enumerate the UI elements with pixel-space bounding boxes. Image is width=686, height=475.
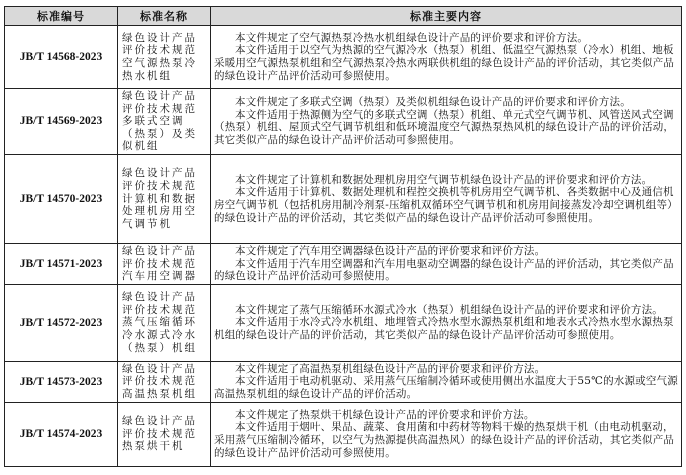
content-paragraph: 本文件规定了汽车用空调器绿色设计产品的评价要求和评价方法。 xyxy=(235,244,546,257)
content-paragraph: 本文件适用于以空气为热源的空气源冷水（热泵）机组、低温空气源热泵（冷水）机组、地板采暖用空气源热泵机组和空气源热泵冷热水两联供机组的绿色设计产品的评价活动，其它类似产品的绿色设计产品评价活动可参照使用。 xyxy=(214,44,675,82)
table-header-row xyxy=(5,7,682,26)
content-paragraph: 本文件适用于烟叶、果品、蔬菜、食用菌和中药材等物料干燥的热泵烘干机（由电动机驱动，采用蒸气压缩制冷循环，以空气为热源提供高温热风）的绿色设计产品的评价活动，其它类似产品的绿色设计产品评价活动可参照使用。 xyxy=(214,421,675,459)
standard-code: JB/T 14570-2023 xyxy=(5,154,118,243)
standard-code: JB/T 14568-2023 xyxy=(5,26,118,89)
content-paragraph: 本文件规定了热泵烘干机绿色设计产品的评价要求和评价方法。 xyxy=(235,408,535,421)
table-row xyxy=(5,243,682,284)
table-row xyxy=(5,89,682,155)
standard-name: 绿色设计产品评价技术规范汽车用空调器 xyxy=(118,243,211,284)
content-paragraph: 本文件适用于电动机驱动、采用蒸气压缩制冷循环或使用侧出水温度大于55℃的水源或空气源高温热泵机组的绿色设计产品的评价活动。 xyxy=(214,375,679,400)
standard-content xyxy=(211,243,682,284)
standard-code: JB/T 14569-2023 xyxy=(5,89,118,155)
standard-content xyxy=(211,284,682,361)
standard-name: 绿色设计产品评价技术规范高温热泵机组 xyxy=(118,361,211,402)
content-paragraph: 本文件规定了计算机和数据处理机房用空气调节机绿色设计产品的评价要求和评价方法。 xyxy=(235,173,653,186)
content-paragraph: 本文件适用于热源侧为空气的多联式空调（热泵）机组、单元式空气调节机、风管送风式空调（热泵）机组、屋顶式空气调节机组和低环境温度空气源热泵热风机的绿色设计产品的评价活动，其它类似产品的绿色设计产品评价活动可参照使用。 xyxy=(214,108,675,147)
table-row xyxy=(5,284,682,361)
content-paragraph: 本文件适用于计算机、数据处理机和程控交换机等机房用空气调节机、各类数据中心及通信机房空气调节机（包括机房用制冷剂泵-压缩机双循环空气调节机和机房用间接蒸发冷却空调机组等）的绿色设计产品的评价活动，其它类似产品的绿色设计产品评价活动可参照使用。 xyxy=(214,186,678,224)
header-name: 标准名称 xyxy=(118,7,211,26)
standard-code: JB/T 14571-2023 xyxy=(5,243,118,284)
standard-content xyxy=(211,361,682,402)
table-row xyxy=(5,402,682,466)
standard-content xyxy=(211,26,682,89)
table-row xyxy=(5,154,682,243)
header-content: 标准主要内容 xyxy=(211,7,682,26)
table-row xyxy=(5,361,682,402)
content-paragraph: 本文件适用于水冷式冷水机组、地埋管式冷热水型水源热泵机组和地表水式冷热水型水源热泵机组的绿色设计产品的评价活动，其它类似产品的绿色设计产品评价活动可参照使用。 xyxy=(214,316,674,342)
standard-content xyxy=(211,402,682,466)
content-paragraph: 本文件规定了多联式空调（热泵）及类似机组绿色设计产品的评价要求和评价方法。 xyxy=(235,96,631,109)
standard-content xyxy=(211,89,682,155)
standard-name: 绿色设计产品评价技术规范计算机和数据处理机房用空气调节机 xyxy=(118,154,211,243)
content-paragraph: 本文件规定了蒸气压缩循环水源式冷水（热泵）机组绿色设计产品的评价要求和评价方法。 xyxy=(235,303,663,316)
content-paragraph: 本文件适用于汽车用空调器和汽车用电驱动空调器的绿色设计产品的评价活动，其它类似产品的绿色设计产品评价活动可参照使用。 xyxy=(214,257,674,283)
header-code: 标准编号 xyxy=(5,7,118,26)
standard-content xyxy=(211,154,682,243)
table-row xyxy=(5,26,682,89)
standards-table xyxy=(4,6,682,467)
standard-code: JB/T 14572-2023 xyxy=(5,284,118,361)
content-paragraph: 本文件规定了高温热泵机组绿色设计产品的评价要求和评价方法。 xyxy=(235,362,546,375)
standard-name: 绿色设计产品评价技术规范热泵烘干机 xyxy=(118,402,211,466)
standard-name: 绿色设计产品评价技术规范蒸气压缩循环冷水源式冷水（热泵）机组 xyxy=(118,284,211,361)
standard-code: JB/T 14574-2023 xyxy=(5,402,118,466)
standard-name: 绿色设计产品评价技术规范多联式空调（热泵）及类似机组 xyxy=(118,89,211,155)
content-paragraph: 本文件规定了空气源热泵冷热水机组绿色设计产品的评价要求和评价方法。 xyxy=(235,31,589,44)
standard-code: JB/T 14573-2023 xyxy=(5,361,118,402)
standard-name: 绿色设计产品评价技术规范空气源热泵冷热水机组 xyxy=(118,26,211,89)
